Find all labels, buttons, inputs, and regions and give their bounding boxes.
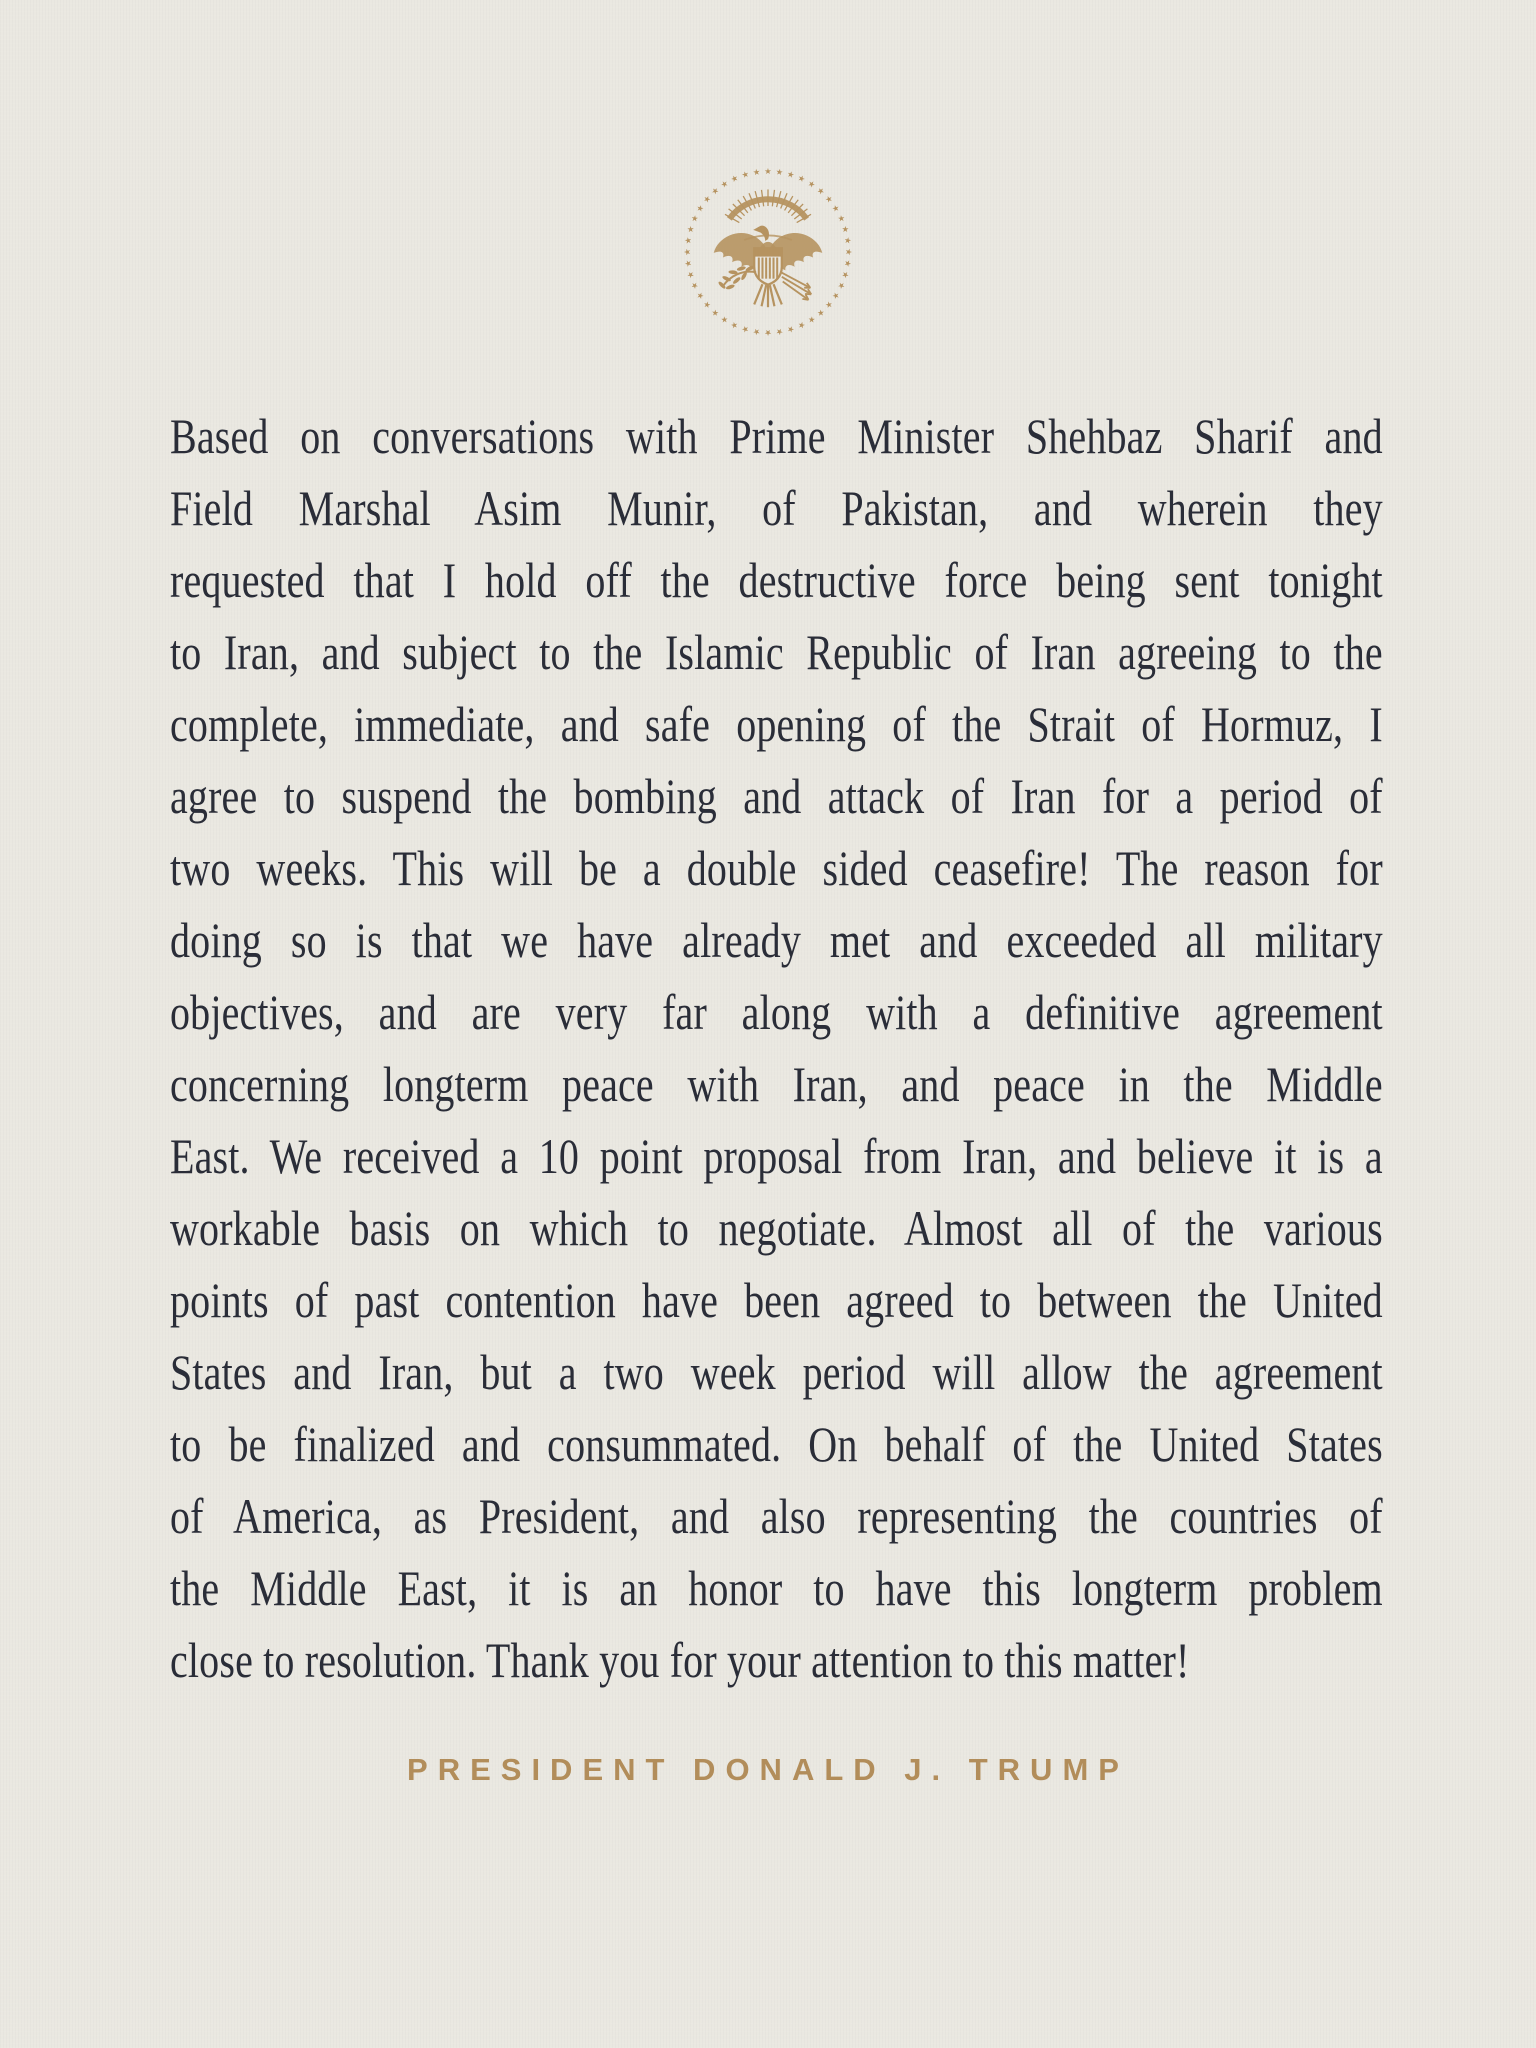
svg-text:★: ★ [796,172,808,185]
svg-text:★: ★ [814,306,828,320]
svg-text:★: ★ [752,326,761,338]
statement-line: close to resolution. Thank you for your attention to this matter! [170,1632,1190,1688]
svg-text:★: ★ [843,248,854,256]
svg-text:★: ★ [700,298,714,312]
statement-line: two weeks. This will be a double sided ceasefire! The reason for [170,840,1383,896]
svg-text:★: ★ [708,184,722,198]
svg-text:★: ★ [785,323,796,336]
svg-text:★: ★ [796,319,808,332]
svg-text:★: ★ [740,168,751,181]
svg-text:★: ★ [728,172,740,185]
svg-text:★: ★ [682,259,694,268]
svg-text:★: ★ [805,177,818,191]
svg-text:★: ★ [708,306,722,320]
svg-text:★: ★ [688,280,701,292]
statement-line: points of past contention have been agreed to between the United [170,1272,1383,1328]
svg-text:★: ★ [718,177,731,191]
statement-line: the Middle East, it is an honor to have this longterm problem [170,1560,1383,1616]
svg-text:★: ★ [842,259,854,268]
svg-text:★: ★ [835,212,848,224]
statement-body [170,400,1383,1696]
svg-text:★: ★ [775,326,784,338]
statement-text-block [170,400,1383,1696]
statement-line: of America, as President, and also representing the countries of [170,1488,1383,1544]
svg-text:★: ★ [682,248,693,256]
svg-text:★: ★ [842,236,854,245]
svg-text:★: ★ [752,166,761,178]
statement-line: agree to suspend the bombing and attack of Iran for a period of [170,768,1383,824]
svg-text:★: ★ [740,323,751,336]
svg-text:★: ★ [718,313,731,327]
presidential-seal-icon [676,160,860,344]
svg-text:★: ★ [764,166,772,177]
svg-text:★: ★ [839,269,852,280]
statement-line: workable basis on which to negotiate. Almost all of the various [170,1200,1383,1256]
statement-line: to be finalized and consummated. On behalf of the United States [170,1416,1383,1472]
svg-text:★: ★ [682,236,694,245]
statement-line: requested that I hold off the destructive force being sent tonight [170,552,1383,608]
statement-line: complete, immediate, and safe opening of the Strait of Hormuz, I [170,696,1383,752]
svg-text:★: ★ [839,224,852,235]
seal-container [0,160,1536,344]
svg-text:★: ★ [805,313,818,327]
svg-text:★: ★ [822,192,836,206]
statement-line: East. We received a 10 point proposal from Iran, and believe it is a [170,1128,1383,1184]
statement-line: concerning longterm peace with Iran, and peace in the Middle [170,1056,1383,1112]
statement-line: objectives, and are very far along with a definitive agreement [170,984,1383,1040]
svg-text:★: ★ [684,269,697,280]
svg-text:★: ★ [835,280,848,292]
statement-line: Field Marshal Asim Munir, of Pakistan, and wherein they [170,480,1383,536]
statement-line: Based on conversations with Prime Minister Shehbaz Sharif and [170,408,1383,464]
svg-text:★: ★ [829,290,843,302]
svg-text:★: ★ [688,212,701,224]
svg-text:★: ★ [684,224,697,235]
svg-text:★: ★ [785,168,796,181]
statement-line: doing so is that we have already met and exceeded all military [170,912,1383,968]
svg-text:★: ★ [700,192,714,206]
statement-line: to Iran, and subject to the Islamic Republic of Iran agreeing to the [170,624,1383,680]
svg-text:★: ★ [728,319,740,332]
svg-text:★: ★ [693,290,707,302]
svg-text:★: ★ [764,327,772,338]
statement-line: States and Iran, but a two week period will allow the agreement [170,1344,1383,1400]
svg-text:★: ★ [814,184,828,198]
signature-line: PRESIDENT DONALD J. TRUMP [407,1752,1129,1787]
svg-text:★: ★ [822,298,836,312]
svg-text:★: ★ [829,202,843,215]
svg-text:★: ★ [775,166,784,178]
svg-text:★: ★ [693,202,707,215]
